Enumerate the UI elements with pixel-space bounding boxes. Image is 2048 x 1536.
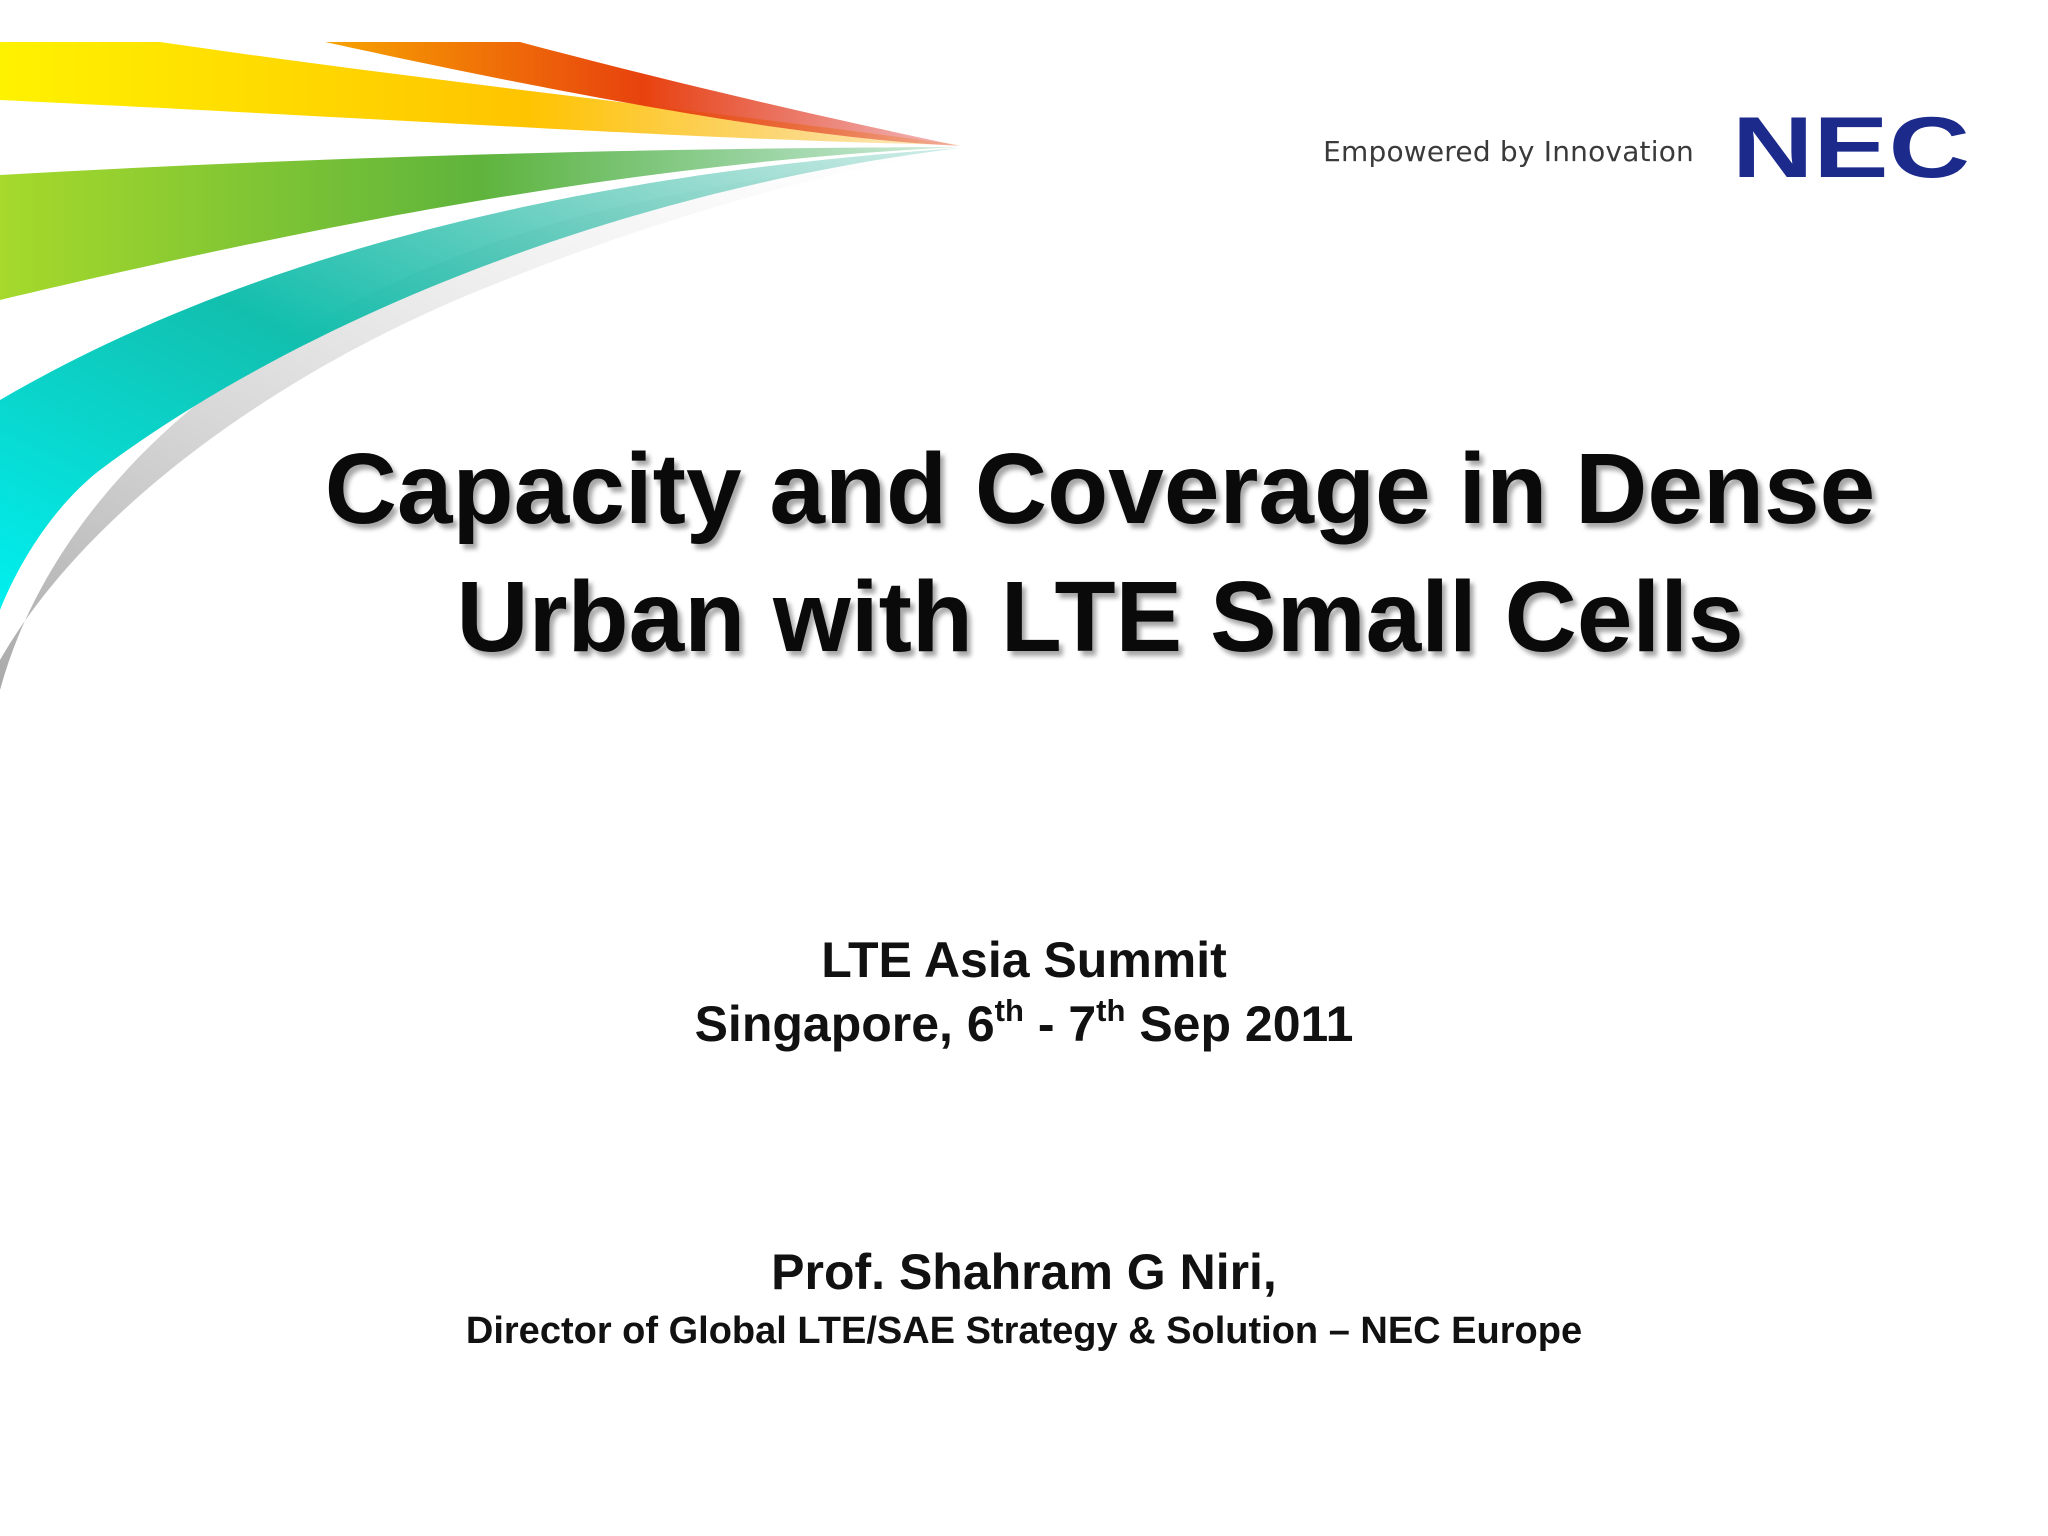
svg-text:NEC: NEC bbox=[1732, 115, 1970, 181]
event-location: Singapore, 6 bbox=[694, 996, 995, 1052]
presenter-name: Prof. Shahram G Niri, bbox=[771, 1244, 1277, 1300]
brand-header bbox=[1323, 112, 1972, 184]
nec-logo bbox=[1732, 115, 1972, 181]
presenter-info bbox=[0, 1240, 2048, 1356]
slide-title bbox=[150, 425, 2048, 681]
event-date-location bbox=[0, 992, 2048, 1056]
brand-tagline: Empowered by Innovation bbox=[1323, 134, 1694, 168]
date-dash: - 7 bbox=[1023, 996, 1097, 1052]
title-line-2: Urban with LTE Small Cells bbox=[456, 561, 1744, 673]
event-info bbox=[0, 928, 2048, 1056]
event-name: LTE Asia Summit bbox=[821, 932, 1227, 988]
title-line-1: Capacity and Coverage in Dense bbox=[324, 433, 1876, 545]
top-margin bbox=[0, 0, 2048, 42]
ordinal-suffix: th bbox=[1096, 993, 1126, 1028]
presenter-role: Director of Global LTE/SAE Strategy & Solution – NEC Europe bbox=[465, 1310, 1583, 1352]
event-month-year: Sep 2011 bbox=[1125, 996, 1354, 1052]
ordinal-suffix: th bbox=[994, 993, 1024, 1028]
